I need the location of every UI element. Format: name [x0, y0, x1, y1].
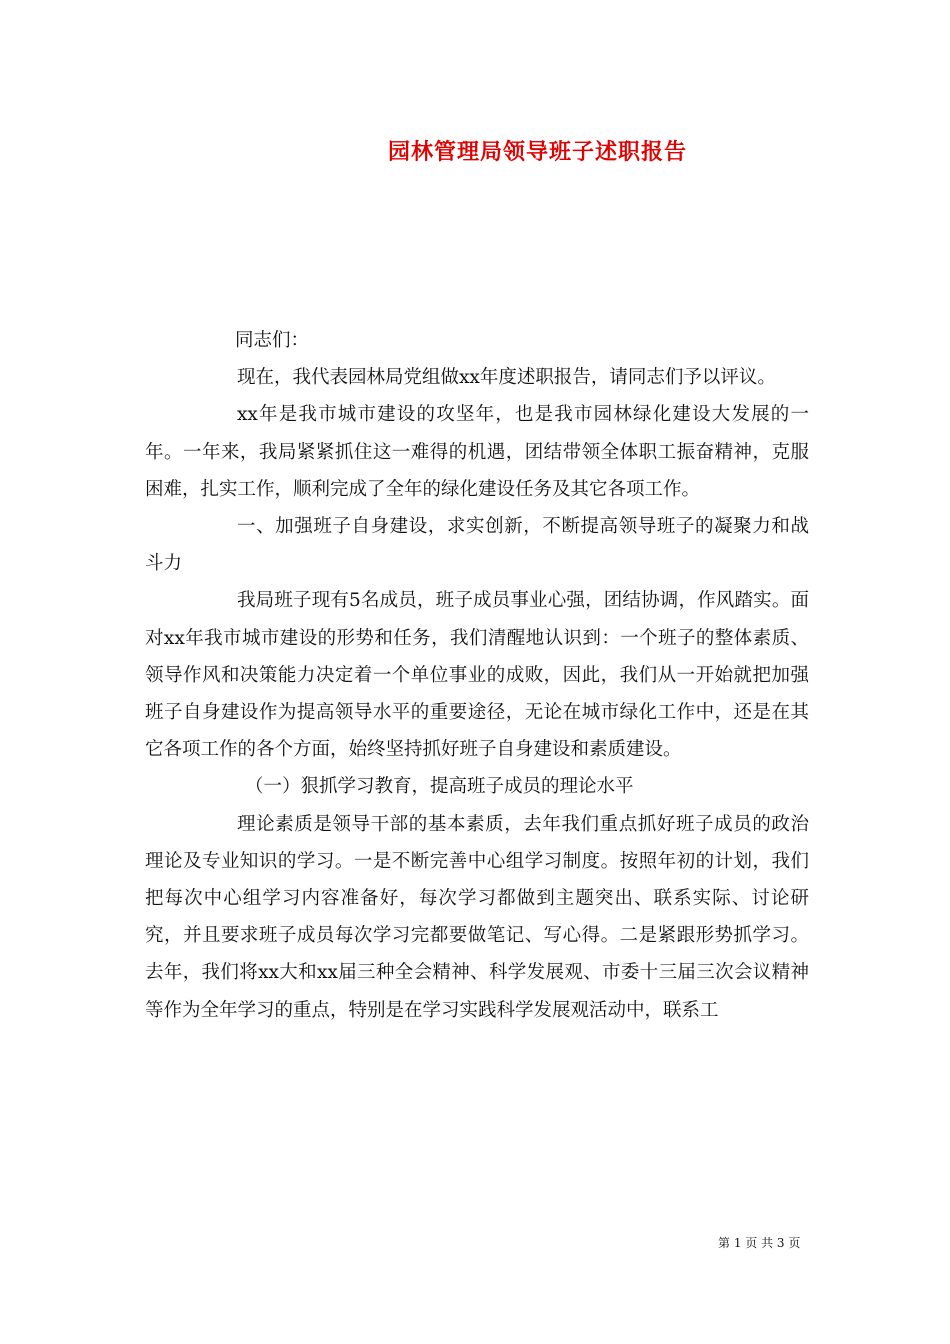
- document-title: 园林管理局领导班子述职报告: [388, 139, 688, 165]
- paragraph-intro: 现在，我代表园林局党组做xx年度述职报告，请同志们予以评议。: [237, 367, 776, 389]
- paragraph-study: 理论素质是领导干部的基本素质，去年我们重点抓好班子成员的政治理论及专业知识的学习。一是不断完善中心组学习制度。按照年初的计划，我们把每次中心组学习内容准备好，每次学习都做到主题突出、联系实际、讨论研究，并且要求班子成员每次学习完都要做笔记、写心得。二是紧跟形势抓学习。去年，我们将xx大和xx届三种全会精神、科学发展观、市委十三届三次会议精神等作为全年学习的重点，特别是在学习实践科学发展观活动中，联系工: [145, 813, 809, 1021]
- section-heading-1: 一、加强班子自身建设，求实创新，不断提高领导班子的凝聚力和战斗力: [145, 516, 809, 575]
- document-body: [145, 322, 809, 1029]
- subsection-heading-1: （一）狠抓学习教育，提高班子成员的理论水平: [245, 776, 634, 798]
- salutation: 同志们：: [235, 330, 310, 351]
- page-number-footer: 第 1 页 共 3 页: [718, 1236, 801, 1250]
- paragraph-overview: xx年是我市城市建设的攻坚年，也是我市园林绿化建设大发展的一年。一年来，我局紧紧抓住这一难得的机遇，团结带领全体职工振奋精神，克服困难，扎实工作，顺利完成了全年的绿化建设任务及其它各项工作。: [145, 404, 809, 500]
- paragraph-team: 我局班子现有5名成员，班子成员事业心强，团结协调，作风踏实。面对xx年我市城市建设的形势和任务，我们清醒地认识到：一个班子的整体素质、领导作风和决策能力决定着一个单位事业的成败，因此，我们从一开始就把加强班子自身建设作为提高领导水平的重要途径，无论在城市绿化工作中，还是在其它各项工作的各个方面，始终坚持抓好班子自身建设和素质建设。: [145, 590, 809, 761]
